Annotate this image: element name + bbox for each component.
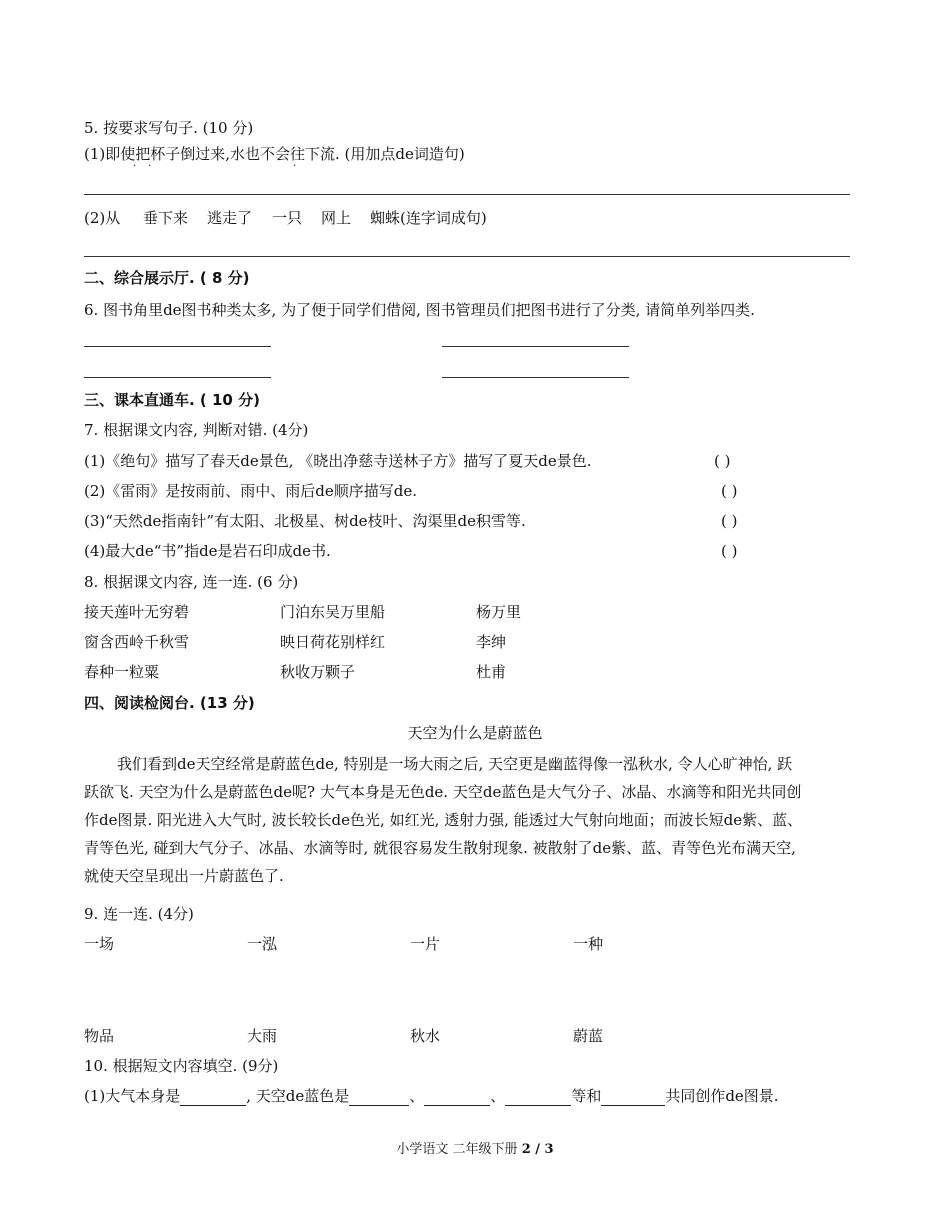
emphasis-dot: ·: [133, 161, 137, 172]
q8-cell: 接天莲叶无穷碧: [84, 603, 190, 621]
q9-top-item[interactable]: 一场: [84, 935, 115, 953]
word-3: 一只: [272, 209, 303, 227]
q9-bottom-item[interactable]: 秋水: [410, 1027, 441, 1045]
q8-cell: 春种一粒粟: [84, 663, 160, 681]
passage-line: 跃欲飞. 天空为什么是蔚蓝色de呢? 大气本身是无色de. 天空de蓝色是大气分子、冰晶、水滴等和阳光共同创: [84, 783, 802, 801]
q8-cell: 映日荷花别样红: [280, 633, 386, 651]
word-5: 蜘蛛(连字词成句): [370, 209, 487, 227]
q8-cell: 门泊东吴万里船: [280, 603, 386, 621]
q7-item-1: (1)《绝句》描写了春天de景色, 《晓出净慈寺送林子方》描写了夏天de景色.: [84, 452, 592, 470]
answer-paren[interactable]: ( ): [721, 482, 738, 500]
word-2: 逃走了: [207, 209, 253, 227]
q7-title: 7. 根据课文内容, 判断对错. (4分): [84, 421, 309, 439]
answer-line[interactable]: [84, 346, 271, 347]
answer-line[interactable]: [442, 377, 629, 378]
section-4-title: 四、阅读检阅台. (13 分): [84, 694, 255, 712]
q9-top-item[interactable]: 一泓: [247, 935, 278, 953]
q8-cell: 杜甫: [476, 663, 507, 681]
q9-title: 9. 连一连. (4分): [84, 905, 194, 923]
section-3-title: 三、课本直通车. ( 10 分): [84, 391, 260, 409]
answer-paren[interactable]: ( ): [714, 452, 731, 470]
answer-paren[interactable]: ( ): [721, 542, 738, 560]
answer-line[interactable]: [84, 194, 850, 195]
q7-item-3: (3)“天然de指南针”有太阳、北极星、树de枝叶、沟渠里de积雪等.: [84, 512, 526, 530]
q5-sub1: (1)即使把杯子倒过来,水也不会往下流. (用加点de词造句): [84, 145, 465, 163]
word-1: 垂下来: [143, 209, 189, 227]
q9-bottom-item[interactable]: 物品: [84, 1027, 115, 1045]
answer-line[interactable]: [442, 346, 629, 347]
q8-title: 8. 根据课文内容, 连一连. (6 分): [84, 573, 299, 591]
passage-title: 天空为什么是蔚蓝色: [407, 724, 543, 742]
passage-body: [84, 750, 864, 890]
passage-line: 作de图景. 阳光进入大气时, 波长较长de色光, 如红光, 透射力强, 能透过大气射向地面；而波长短de紫、蓝、: [84, 811, 803, 829]
q9-bottom-item[interactable]: 蔚蓝: [573, 1027, 604, 1045]
answer-line[interactable]: [84, 377, 271, 378]
q8-cell: 杨万里: [476, 603, 522, 621]
emphasis-dot: ·: [148, 161, 152, 172]
q9-top-item[interactable]: 一片: [410, 935, 441, 953]
answer-paren[interactable]: ( ): [721, 512, 738, 530]
q8-cell: 窗含西岭千秋雪: [84, 633, 190, 651]
fill-blank[interactable]: [424, 1089, 490, 1106]
q9-top-item[interactable]: 一种: [573, 935, 604, 953]
q10-sub1: (1)大气本身是 , 天空de蓝色是 、 、 等和 共同创作de图景.: [84, 1087, 779, 1105]
q5-sub2-prefix: (2)从: [84, 209, 121, 227]
page-number: 2 / 3: [521, 1142, 554, 1157]
passage-line: 我们看到de天空经常是蔚蓝色de, 特别是一场大雨之后, 天空更是幽蓝得像一泓秋水, 令人心旷神怡, 跃: [117, 755, 793, 773]
page-footer: 小学语文 二年级下册 2 / 3: [396, 1142, 554, 1157]
q9-bottom-item[interactable]: 大雨: [247, 1027, 278, 1045]
q8-cell: 李绅: [476, 633, 507, 651]
section-2-title: 二、综合展示厅. ( 8 分): [84, 269, 250, 287]
fill-blank[interactable]: [349, 1089, 409, 1106]
fill-blank[interactable]: [180, 1089, 246, 1106]
word-4: 网上: [321, 209, 352, 227]
q6-text: 6. 图书角里de图书种类太多, 为了便于同学们借阅, 图书管理员们把图书进行了分类, 请简单列举四类.: [84, 301, 755, 319]
q5-title: 5. 按要求写句子. (10 分): [84, 119, 254, 137]
q7-item-2: (2)《雷雨》是按雨前、雨中、雨后de顺序描写de.: [84, 482, 417, 500]
q10-title: 10. 根据短文内容填空. (9分): [84, 1057, 279, 1075]
q7-item-4: (4)最大de“书”指de是岩石印成de书.: [84, 542, 331, 560]
passage-line: 就使天空呈现出一片蔚蓝色了.: [84, 867, 284, 885]
fill-blank[interactable]: [505, 1089, 571, 1106]
fill-blank[interactable]: [601, 1089, 665, 1106]
emphasis-dot: ·: [293, 161, 297, 172]
answer-line[interactable]: [84, 256, 850, 257]
passage-line: 青等色光, 碰到大气分子、冰晶、水滴等时, 就很容易发生散射现象. 被散射了de紫、蓝、青等色光布满天空,: [84, 839, 796, 857]
q5-sub2: [84, 208, 120, 228]
q8-cell: 秋收万颗子: [280, 663, 356, 681]
